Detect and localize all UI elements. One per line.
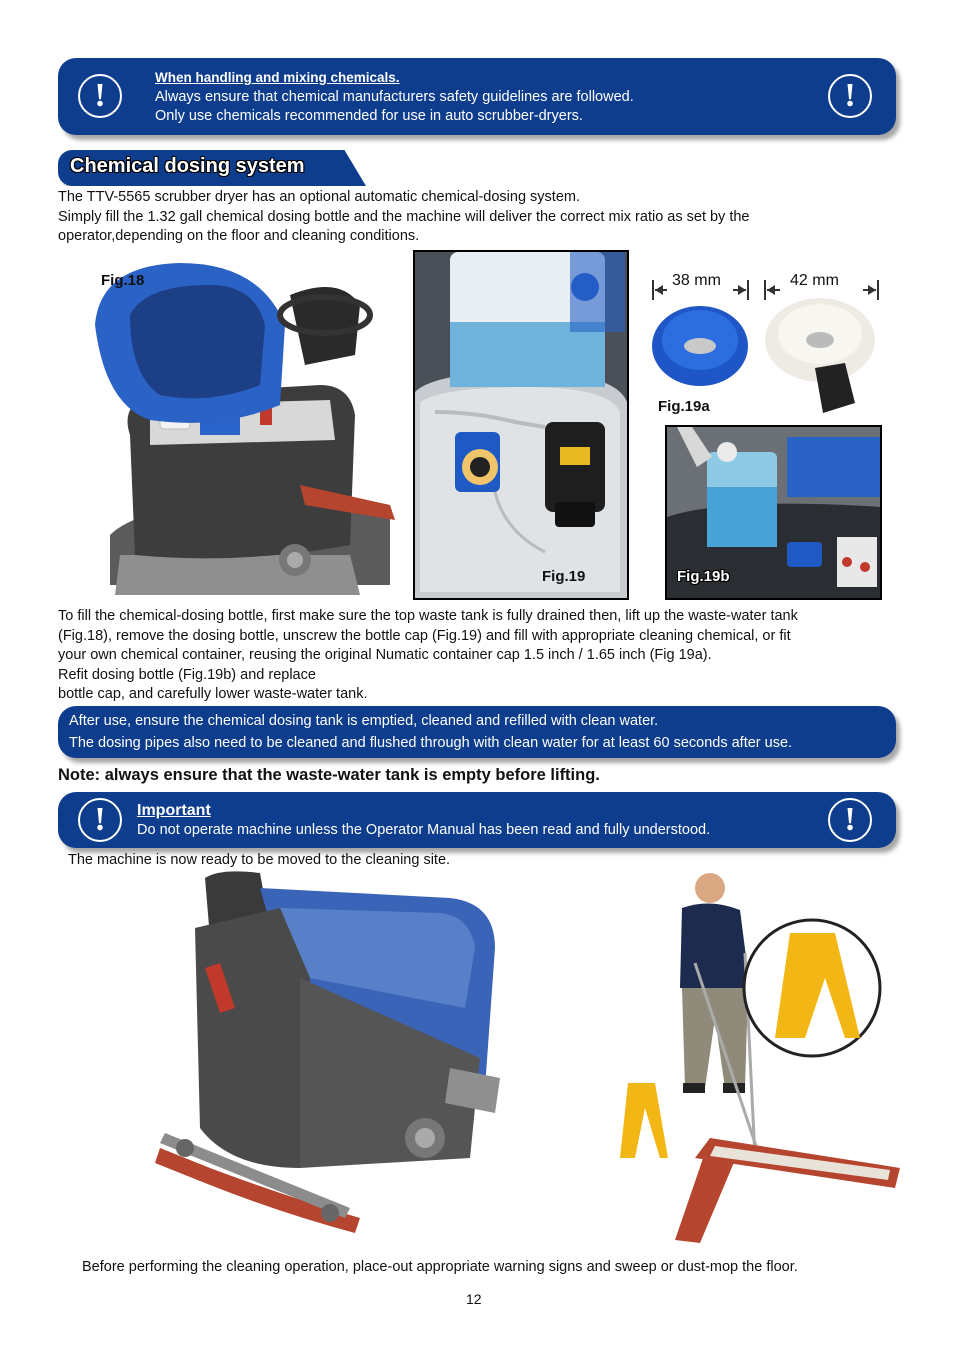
warning-line: Only use chemicals recommended for use in auto scrubber-dryers.	[155, 108, 583, 124]
bottom-caption: Before performing the cleaning operation, place-out appropriate warning signs and sweep or dust-mop the floor.	[82, 1259, 798, 1275]
exclamation-icon: !	[78, 74, 122, 118]
intro-line: The TTV-5565 scrubber dryer has an optional automatic chemical-dosing system.	[58, 189, 580, 205]
fig19a-label: Fig.19a	[658, 398, 710, 415]
important-line: Do not operate machine unless the Operator Manual has been read and fully understood.	[137, 821, 711, 838]
fig18-label: Fig.18	[101, 272, 145, 289]
after-use-line: The dosing pipes also need to be cleaned and flushed through with clean water for at least 60 seconds after use.	[69, 735, 793, 751]
note-text: Note: always ensure that the waste-water tank is empty before lifting.	[58, 766, 600, 784]
intro-line: Simply fill the 1.32 gall chemical dosing bottle and the machine will deliver the correct mix ratio as set by the	[58, 208, 750, 225]
page-number: 12	[466, 1291, 482, 1307]
scrubber-dryer-open-tank-photo	[90, 255, 405, 600]
operator-dust-mopping-photo	[600, 868, 905, 1248]
exclamation-icon: !	[828, 74, 872, 118]
scrubber-dryer-photo	[150, 868, 510, 1246]
after-use-banner	[58, 706, 896, 758]
fig19-label: Fig.19	[542, 568, 586, 585]
instruction-line: (Fig.18), remove the dosing bottle, unscrew the bottle cap (Fig.19) and fill with appropriate cleaning chemical, or fit	[58, 627, 791, 644]
intro-paragraph	[58, 188, 750, 247]
important-banner	[58, 792, 896, 848]
dimension-label-38: 38 mm	[672, 272, 721, 289]
ready-text: The machine is now ready to be moved to the cleaning site.	[68, 852, 451, 868]
instruction-line: Refit dosing bottle (Fig.19b) and replace	[58, 666, 316, 683]
after-use-line: After use, ensure the chemical dosing tank is emptied, cleaned and refilled with clean water.	[69, 713, 659, 729]
section-title: Chemical dosing system	[70, 155, 305, 177]
warning-banner	[58, 58, 896, 135]
intro-line: operator,depending on the floor and cleaning conditions.	[58, 228, 420, 244]
instruction-line: bottle cap, and carefully lower waste-water tank.	[58, 686, 368, 702]
important-heading: Important	[137, 802, 211, 819]
dimension-label-42: 42 mm	[790, 272, 839, 289]
fig19b-label: Fig.19b	[677, 568, 730, 585]
fill-instructions	[58, 607, 798, 705]
warning-heading: When handling and mixing chemicals.	[155, 70, 400, 85]
dosing-bottle-pump-photo	[413, 250, 629, 600]
warning-line: Always ensure that chemical manufacturers safety guidelines are followed.	[155, 88, 634, 105]
instruction-line: your own chemical container, reusing the original Numatic container cap 1.5 inch / 1.65 inch (Fig 19a).	[58, 647, 712, 663]
exclamation-icon: !	[828, 798, 872, 842]
instruction-line: To fill the chemical-dosing bottle, first make sure the top waste tank is fully drained then, lift up the waste-water tank	[58, 608, 798, 624]
exclamation-icon: !	[78, 798, 122, 842]
